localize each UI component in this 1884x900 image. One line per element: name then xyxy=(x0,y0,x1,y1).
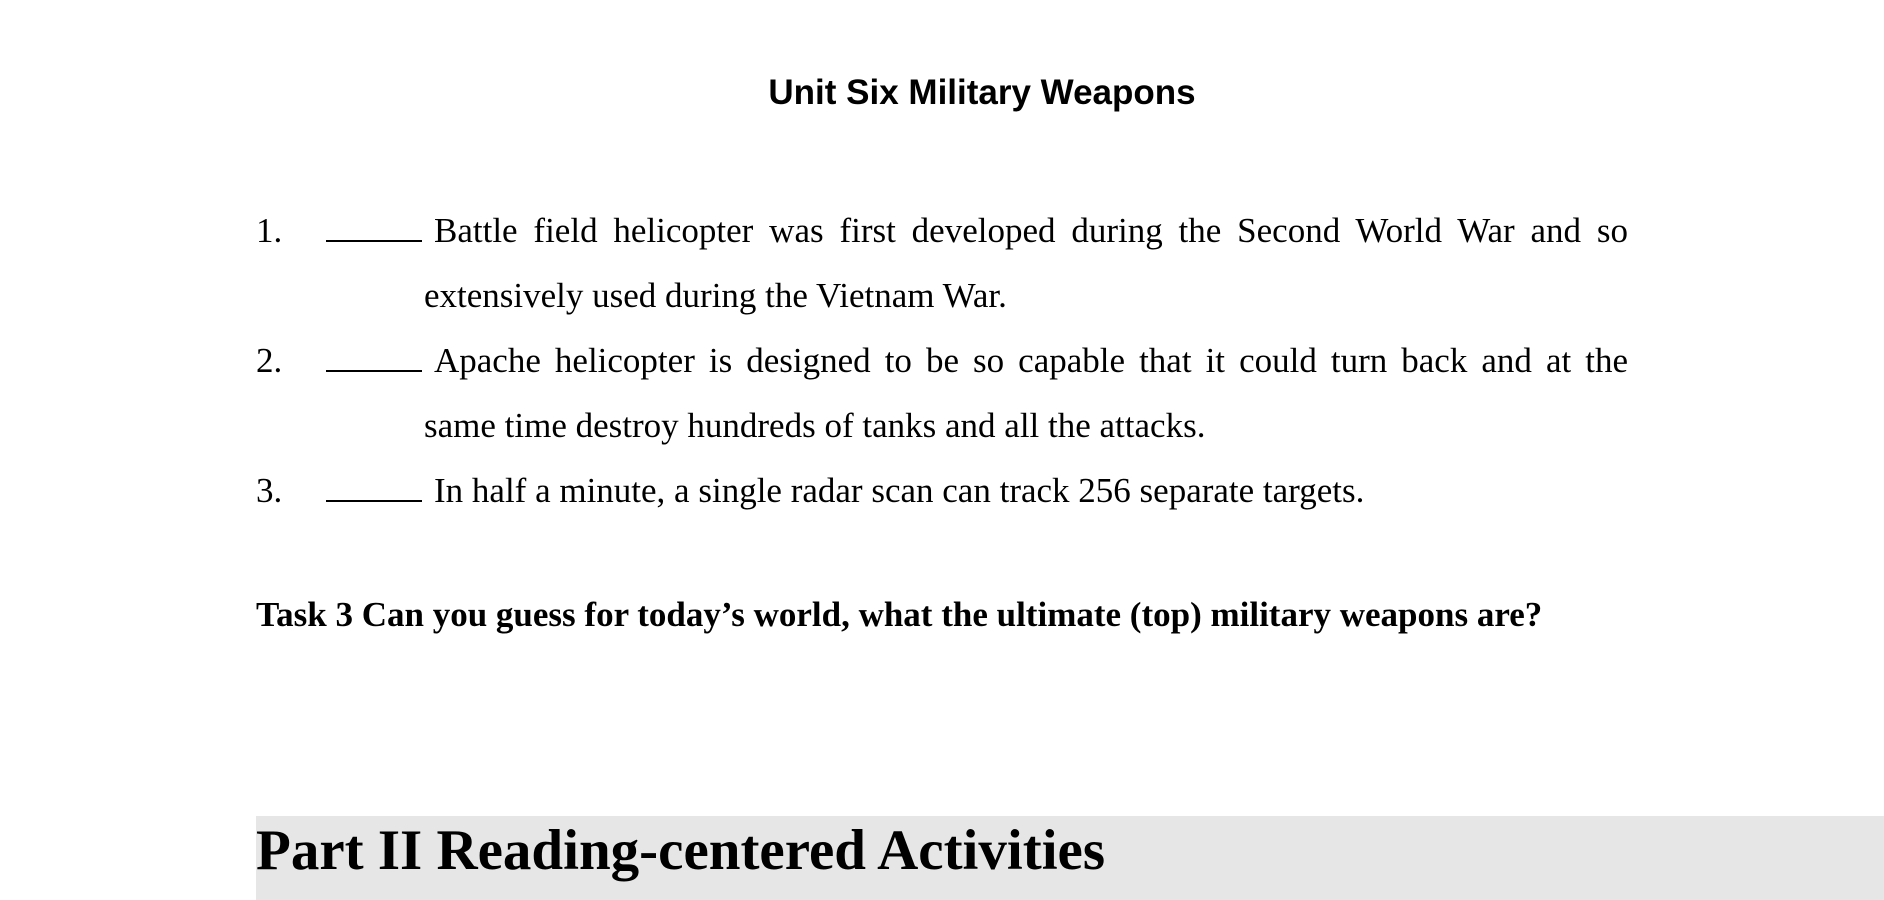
question-number: 2. xyxy=(256,341,283,380)
question-text: Battle field helicopter was first developed during the Second World War and so extensively used during the Vietnam War. xyxy=(424,211,1628,315)
question-item xyxy=(256,198,1628,328)
question-body xyxy=(326,328,1628,458)
question-number: 3. xyxy=(256,471,283,510)
answer-blank[interactable] xyxy=(326,340,422,372)
question-number: 1. xyxy=(256,211,283,250)
answer-blank[interactable] xyxy=(326,210,422,242)
question-body xyxy=(326,198,1628,328)
question-text: In half a minute, a single radar scan can track 256 separate targets. xyxy=(434,471,1365,510)
question-list xyxy=(256,198,1628,523)
page-header: Unit Six Military Weapons xyxy=(768,73,1196,112)
question-text: Apache helicopter is designed to be so capable that it could turn back and at the same time destroy hundreds of tanks and all the attacks. xyxy=(424,341,1628,445)
section-heading: Part II Reading-centered Activities xyxy=(256,819,1106,882)
question-body xyxy=(326,458,1628,523)
answer-blank[interactable] xyxy=(326,470,422,502)
task-prompt: Task 3 Can you guess for today’s world, what the ultimate (top) military weapons are? xyxy=(256,595,1543,634)
question-item xyxy=(256,458,1628,523)
question-item xyxy=(256,328,1628,458)
